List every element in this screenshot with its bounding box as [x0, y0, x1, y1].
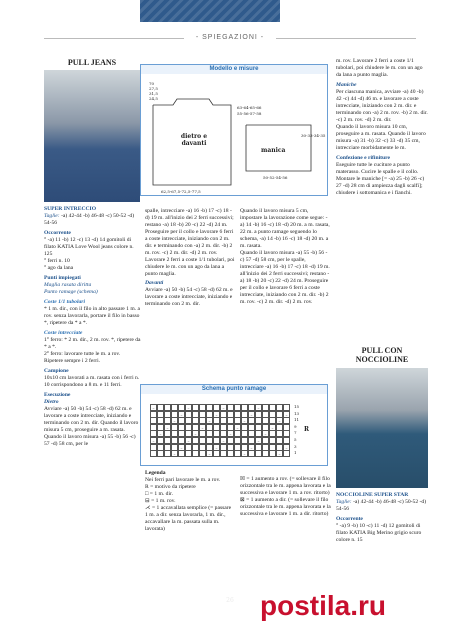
chart-cell [157, 450, 164, 457]
watermark-logo: postila.ru [260, 590, 387, 621]
model-photo [44, 70, 140, 202]
chart-cell [269, 450, 276, 457]
chart-cell: – [213, 444, 220, 451]
chart-cell: – [206, 417, 213, 424]
middle-column: spalle, intrecciare -a) 16 -b) 17 -c) 18 -d) 19 m. all'inizio dei 2 ferri successivi; restano -a) 18 -b) 20 -c) 22 -d) 24 m. Proseguire per il collo e lavorare 6 ferri a coste intrecciate, iniziando con 2 m. dir. e terminando con -a) 2 m. dir. -b) 2 m. rov. -c) 2 m. dir. -d) 2 m. rov. Lavorare 2 ferri a coste 1/1 tubolari, poi chiudere le m. con un ago da lana a punto maglia. Davanti Avviare -a) 50 -b) 54 -c) 58 -d) 62 m. e lavorare a coste intrecciate, iniziando e terminando con 2 m. dir. [145, 208, 235, 307]
stitch-chart [150, 404, 290, 458]
divider [276, 38, 416, 39]
chart-cell [192, 450, 199, 457]
chart-cell: – [192, 430, 199, 437]
repeat-label: R [304, 426, 309, 433]
chart-cell: – [185, 437, 192, 444]
chart-cell [213, 450, 220, 457]
chart-cell: – [178, 411, 185, 418]
chart-cell [150, 450, 157, 457]
section-title: - SPIEGAZIONI - [195, 34, 265, 41]
row-numbers: 15 13 11 9 7 5 3 1 [294, 404, 300, 456]
chart-cell: – [178, 444, 185, 451]
chart-cell: – [234, 424, 241, 431]
chart-cell [248, 450, 255, 457]
legend: Legenda Nei ferri pari lavorare le m. a rov. R = motivo da ripetere □ = 1 m. dir. ⊟ = 1 m. rov. ⋌ = 1 accavallata semplice (= passare 1 m. a dir. senza lavorarla, 1 m. dir., accavallare la m. passata sulla m. lavorata) [145, 470, 232, 532]
chart-cell: – [150, 404, 157, 411]
chart-cell [164, 450, 171, 457]
chart-cell: – [276, 417, 283, 424]
divider [44, 38, 184, 39]
chart-cell [185, 450, 192, 457]
chart-cell: – [150, 437, 157, 444]
diagram-box: Modello e misure 70 27,5 31,5 24,5 63-64-65-66 55-56-57-58 dietro e davanti manica 30-33-34-35 62,5-67,5-72,5-77,5 50-52-54-56 [140, 64, 328, 196]
chart-cell: – [248, 411, 255, 418]
sleeve-width: 30-33-34-35 [301, 133, 326, 138]
chart-cell: – [241, 450, 248, 457]
chart-cell: – [213, 411, 220, 418]
chart-cell: – [171, 417, 178, 424]
chart-cell: – [255, 404, 262, 411]
chart-cell: – [255, 437, 262, 444]
chart-cell: – [248, 444, 255, 451]
right-pattern-text: NOCCIOLINE SUPER STAR Taglie: -a) 42-44 -b) 46-48 -c) 50-52 -d) 54-56 Occorrente ° -a) 9 -b) 10 -c) 11 -d) 12 gomitoli di filato KATIA Big Merino grigio scuro colore n. 15 [336, 492, 427, 543]
legend-2: ☒ = 1 aumento a rov. (= sollevare il filo orizzontale tra le m. appena lavorata e la successiva e lavorare 1 m. a rov. ritorto) ⊠ = 1 aumento a dir. (= sollevare il filo orizzontale tra le m. appena lavorata e la successiva e lavorare 1 m. a dir. ritorto) [240, 476, 331, 517]
stitch-chart-box: Schema punto ramage [140, 384, 328, 466]
chart-cell: – [206, 450, 213, 457]
bottom-measure: 62,5-67,5-72,5-77,5 [161, 189, 201, 194]
chart-cell: – [241, 417, 248, 424]
header-banner [140, 0, 280, 22]
piece-label: dietro e davanti [180, 133, 208, 147]
pattern-title: PULL JEANS [67, 58, 117, 67]
chart-cell: – [227, 430, 234, 437]
chart-cell: – [185, 404, 192, 411]
chart-cell [234, 450, 241, 457]
chart-cell: – [283, 444, 290, 451]
sleeve-label: manica [261, 147, 286, 154]
chart-cell: – [276, 450, 283, 457]
neck-measure-2: 55-56-57-58 [237, 111, 262, 116]
chart-cell [283, 450, 290, 457]
chart-cell [255, 450, 262, 457]
chart-cell: – [262, 430, 269, 437]
chart-cell [220, 450, 227, 457]
neck-measure: 63-64-65-66 [237, 105, 262, 110]
chart-cell: – [269, 424, 276, 431]
chart-cell [227, 450, 234, 457]
left-column: SUPER INTRECCIO Taglie: -a) 42-44 -b) 46-48 -c) 50-52 -d) 54-56 Occorrente ° -a) 11 -b) 12 -c) 13 -d) 14 gomitoli di filato KATIA Love Wool jeans colore n. 125 ° ferri n. 10 ° ago da lana Punti impiegati Maglia rasata diritta Punto ramage (schema) Coste 1/1 tubolari * 1 m. dir., con il filo in alto passare 1 m. a rov. senza lavorarla, portare il filo in basso *, ripetere da * a *. Coste intrecciate 1° ferro: * 2 m. dir., 2 m. rov. *, ripetere da * a *. 2° ferro: lavorare tutte le m. a rov. Ripetere sempre i 2 ferri. Campione 10x10 cm lavorati a m. rasata con i ferri n. 10 corrispondono a 8 m. e 11 ferri. Esecuzione Dietro Avviare -a) 50 -b) 54 -c) 58 -d) 62 m. e lavorare a coste intrecciate, iniziando e terminando con 2 m. dir. Quando il lavoro misura 5 cm, proseguire a m. rasata. Quando il lavoro misura -a) 55 -b) 56 -c) 57 -d) 58 cm, per le [44, 206, 141, 447]
model-photo-2 [336, 368, 428, 488]
middle-column-2: Quando il lavoro misura 5 cm, impostare la lavorazione come segue: -a) 14 -b) 16 -c) 18 -d) 20 m. a m. rasata, 22 m. a punto ramage seguendo lo schema, -a) 14 -b) 16 -c) 18 -d) 20 m. a m. rasata. Quando il lavoro misura -a) 55 -b) 56 -c) 57 -d) 58 cm, per le spalle, intrecciare -a) 16 -b) 17 -c) 18 -d) 19 m. all'inizio dei 2 ferri successivi; restano -a) 18 -b) 20 -c) 22 -d) 24 m. Proseguire per il collo e lavorare 6 ferri a coste intrecciate, iniziando con 2 m. dir. -b) 2 m. rov. -c) 2 m. dir. -d) 2 m. rov. [240, 208, 330, 305]
chart-cell: – [199, 424, 206, 431]
chart-cell [262, 450, 269, 457]
sleeve-bottom: 50-52-54-56 [263, 175, 288, 180]
height-measures: 70 27,5 31,5 24,5 [149, 81, 158, 101]
chart-cell: – [164, 424, 171, 431]
chart-cell: – [283, 411, 290, 418]
chart-cell [199, 450, 206, 457]
chart-cell: – [220, 437, 227, 444]
chart-cell: – [171, 450, 178, 457]
chart-cell [178, 450, 185, 457]
pattern-title-2: PULL CON NOCCIOLINE [355, 346, 409, 364]
chart-cell: – [157, 430, 164, 437]
right-column: m. rov. Lavorare 2 ferri a coste 1/1 tubolari, poi chiudere le m. con un ago da lana a punto maglia. Maniche Per ciascuna manica, avviare -a) 40 -b) 42 -c) 44 -d) 46 m. e lavorare a coste intrecciate, iniziando con 2 m. dir. e terminando con -a) 2 m. rov. -b) 2 m. dir. -c) 2 m. rov. -d) 2 m. dir. Quando il lavoro misura 10 cm, proseguire a m. rasata. Quando il lavoro misura -a) 31 -b) 32 -c) 33 -d) 35 cm, intrecciare morbidamente le m. Confezione e rifiniture Eseguire tutte le cuciture a punto materasso. Cucire le spalle e il collo. Montare le maniche [= -a) 25 -b) 26 -c) 27 -d) 28 cm di ampiezza dagli scalfi]; chiudere i sottomanica e i fianchi. [336, 58, 428, 196]
chart-cell: – [220, 404, 227, 411]
